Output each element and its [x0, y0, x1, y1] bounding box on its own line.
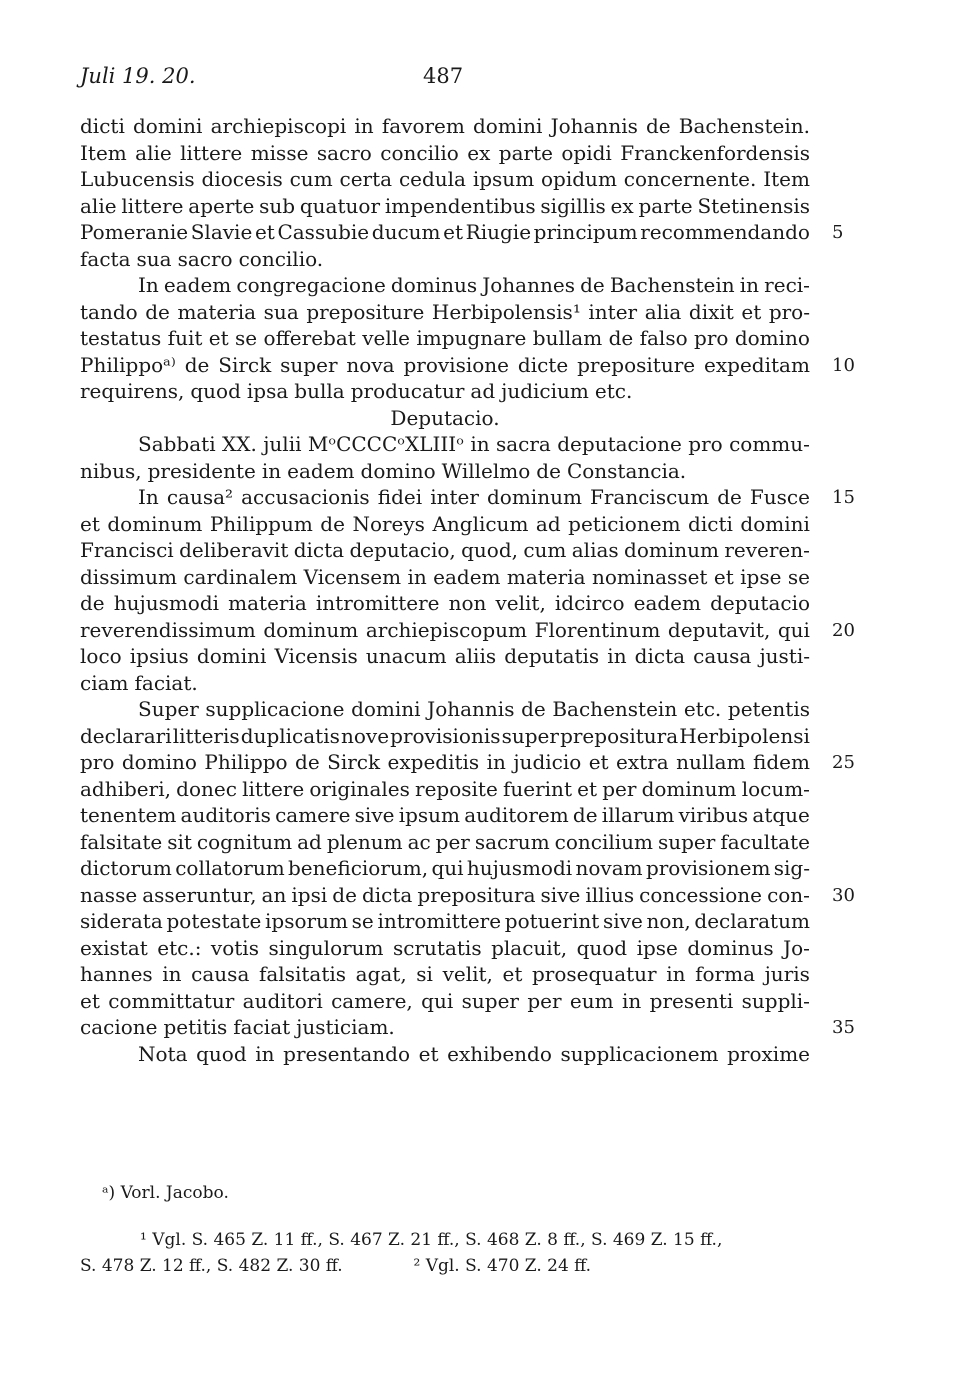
text-line: declarari litteris duplicatis nove provisionis super prepositura Herbipolensi [80, 723, 810, 748]
text-line: Item alie littere misse sacro concilio ex parte opidi Franckenfordensis [80, 140, 810, 165]
text-line: testatus fuit et se offerebat velle impugnare bullam de falso pro domino [80, 326, 810, 350]
text-line: existat etc.: votis singulorum scrutatis placuit, quod ipse dominus Jo- [80, 935, 810, 960]
footnote-1-line-2 [80, 1253, 810, 1279]
text-line: cacione petitis faciat justiciam. [80, 1015, 395, 1039]
text-line: Super supplicacione domini Johannis de Bachenstein etc. petentis [138, 697, 810, 721]
text-line: Deputacio. [390, 405, 500, 430]
margin-line-number: 5 [832, 222, 844, 243]
margin-line-number: 25 [832, 752, 855, 773]
page-number: 487 [423, 64, 464, 88]
text-line: Lubucensis diocesis cum certa cedula ipsum opidum concernente. Item [80, 167, 810, 191]
footnote-2: ² Vgl. S. 470 Z. 24 ff. [413, 1256, 592, 1276]
text-line: alie littere aperte sub quatuor impendentibus sigillis ex parte Stetinensis [80, 193, 810, 218]
text-line: In causa² accusacionis fidei inter dominum Franciscum de Fusce [138, 485, 810, 509]
text-line: Sabbati XX. julii MᵒCCCCᵒXLIIIᵒ in sacra deputacione pro commu- [138, 432, 810, 456]
footnote-1-line-2-text: S. 478 Z. 12 ff., S. 482 Z. 30 ff. [80, 1256, 343, 1276]
text-line: ciam faciat. [80, 670, 198, 695]
text-line: Francisci deliberavit dicta deputacio, quod, cum alias dominum reveren- [80, 538, 810, 562]
text-line: facta sua sacro concilio. [80, 246, 324, 271]
text-line: tando de materia sua prepositure Herbipolensis¹ inter alia dixit et pro- [80, 299, 810, 324]
text-line: et dominum Philippum de Noreys Anglicum ad peticionem dicti domini [80, 511, 810, 536]
text-line: dictorum collatorum beneficiorum, qui hujusmodi novam provisionem sig- [80, 856, 810, 880]
text-line: pro domino Philippo de Sirck expeditis in judicio et extra nullam fidem [80, 750, 810, 774]
text-line: nibus, presidente in eadem domino Willelmo de Constancia. [80, 458, 687, 483]
text-line: requirens, quod ipsa bulla producatur ad judicium etc. [80, 379, 633, 403]
text-line: dicti domini archiepiscopi in favorem domini Johannis de Bachenstein. [80, 114, 810, 138]
text-line: tenentem auditoris camere sive ipsum auditorem de illarum viribus atque [80, 803, 810, 827]
text-line: adhiberi, donec littere originales reposite fuerint et per dominum locum- [80, 776, 810, 801]
running-head [80, 64, 810, 94]
text-line: loco ipsius domini Vicensis unacum aliis deputatis in dicta causa justi- [80, 644, 810, 668]
text-line: Philippoᵃ⁾ de Sirck super nova provisione dicte prepositure expeditam [80, 352, 810, 377]
text-line: de hujusmodi materia intromittere non velit, idcirco eadem deputacio [80, 591, 810, 615]
variant-note [80, 1180, 810, 1206]
footnote-variant: ᵃ) Vorl. Jacobo. [102, 1183, 229, 1203]
main-text [80, 113, 810, 1067]
header-date: Juli 19. 20. [80, 64, 196, 88]
margin-line-number: 35 [832, 1017, 855, 1038]
text-line: Nota quod in presentando et exhibendo supplicacionem proxime [138, 1041, 810, 1066]
footnote-1-line-1: ¹ Vgl. S. 465 Z. 11 ff., S. 467 Z. 21 ff., S. 468 Z. 8 ff., S. 469 Z. 15 ff., [140, 1230, 723, 1250]
text-line: In eadem congregacione dominus Johannes de Bachenstein in reci- [138, 273, 810, 297]
text-line: reverendissimum dominum archiepiscopum Florentinum deputavit, qui [80, 617, 810, 642]
margin-line-number: 20 [832, 619, 855, 641]
text-line: hannes in causa falsitatis agat, si velit, et prosequatur in forma juris [80, 962, 810, 986]
footnotes [80, 1227, 810, 1279]
margin-line-number: 10 [832, 354, 855, 376]
margin-line-number: 30 [832, 884, 855, 906]
text-line: et committatur auditori camere, qui super per eum in presenti suppli- [80, 988, 810, 1013]
text-line: nasse asseruntur, an ipsi de dicta prepositura sive illius concessione con- [80, 882, 810, 907]
text-line: Pomeranie Slavie et Cassubie ducum et Riugie principum recommendando [80, 220, 810, 244]
text-line: siderata potestate ipsorum se intromittere potuerint sive non, declaratum [80, 909, 810, 933]
margin-line-number: 15 [832, 487, 855, 508]
text-line: dissimum cardinalem Vicensem in eadem materia nominasset et ipse se [80, 564, 810, 589]
text-line: falsitate sit cognitum ad plenum ac per sacrum concilium super facultate [80, 829, 810, 854]
